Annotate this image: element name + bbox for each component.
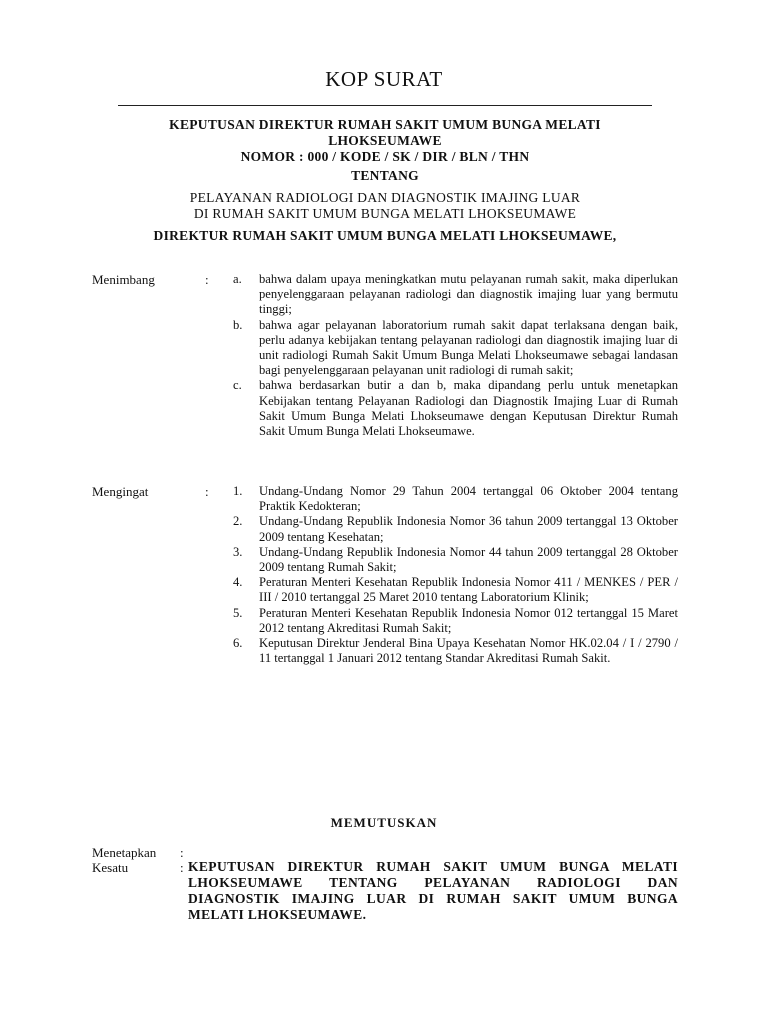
list-item <box>226 575 678 605</box>
list-item-text: bahwa dalam upaya meningkatkan mutu pelayanan rumah sakit, maka diperlukan penyelenggaraan pelayanan radiologi dan diagnostik imajing luar yang bermutu tinggi; <box>259 272 678 317</box>
menimbang-label: Menimbang <box>92 272 155 287</box>
list-item-text: Undang-Undang Nomor 29 Tahun 2004 tertanggal 06 Oktober 2004 tentang Praktik Kedokteran; <box>259 484 678 514</box>
list-item <box>226 318 678 379</box>
memutuskan-heading: MEMUTUSKAN <box>330 815 438 830</box>
list-item-text: Peraturan Menteri Kesehatan Republik Indonesia Nomor 411 / MENKES / PER / III / 2010 tertanggal 25 Maret 2010 tentang Laboratorium Klinik; <box>259 575 678 605</box>
kop-surat-title: KOP SURAT <box>325 67 443 91</box>
direktur-heading: DIREKTUR RUMAH SAKIT UMUM BUNGA MELATI LHOKSEUMAWE, <box>153 228 617 243</box>
list-marker: a. <box>233 272 242 286</box>
kesatu-label: Kesatu <box>92 860 129 875</box>
menimbang-list <box>226 272 678 439</box>
list-item <box>226 545 678 575</box>
menimbang-colon: : <box>205 272 209 287</box>
decree-title-line1: KEPUTUSAN DIREKTUR RUMAH SAKIT UMUM BUNGA MELATI <box>169 117 601 132</box>
decree-title-line2: LHOKSEUMAWE <box>328 133 442 148</box>
decree-subject-line2: DI RUMAH SAKIT UMUM BUNGA MELATI LHOKSEUMAWE <box>193 206 577 221</box>
list-marker: 3. <box>233 544 243 559</box>
list-item-text: Undang-Undang Republik Indonesia Nomor 44 tahun 2009 tertanggal 28 Oktober 2009 tentang Rumah Sakit; <box>259 544 678 575</box>
tentang-label: TENTANG <box>351 168 419 183</box>
list-item <box>226 378 678 439</box>
header-rule <box>118 105 652 106</box>
list-item <box>226 514 678 544</box>
list-marker: 4. <box>233 575 243 590</box>
mengingat-label: Mengingat <box>92 484 149 499</box>
list-item-text: Undang-Undang Republik Indonesia Nomor 36 tahun 2009 tertanggal 13 Oktober 2009 tentang Kesehatan; <box>259 514 678 544</box>
list-item-text: Keputusan Direktur Jenderal Bina Upaya Kesehatan Nomor HK.02.04 / I / 2790 / 11 tertanggal 1 Januari 2012 tentang Standar Akreditasi Rumah Sakit. <box>259 636 678 666</box>
kesatu-text: KEPUTUSAN DIREKTUR RUMAH SAKIT UMUM BUNGA MELATI LHOKSEUMAWE TENTANG PELAYANAN RADIOLOGI DAN DIAGNOSTIK IMAJING LUAR DI RUMAH SAKIT UMUM BUNGA MELATI LHOKSEUMAWE. <box>188 859 678 922</box>
list-marker: 5. <box>233 605 243 620</box>
list-item-text: bahwa agar pelayanan laboratorium rumah sakit dapat terlaksana dengan baik, perlu adanya kebijakan tentang pelayanan radiologi dan diagnostik imajing luar di unit radiologi Rumah Sakit Umum Bunga Melati Lhokseumawe sebagai landasan bagi penyelenggaraan pelayanan unit radiologi di rumah sakit; <box>259 317 678 378</box>
list-item <box>226 484 678 514</box>
mengingat-colon: : <box>205 484 209 499</box>
decree-subject-line1: PELAYANAN RADIOLOGI DAN DIAGNOSTIK IMAJING LUAR <box>189 190 581 205</box>
list-item <box>226 272 678 318</box>
list-item <box>226 606 678 636</box>
list-item <box>226 636 678 666</box>
list-marker: 2. <box>233 514 243 529</box>
list-marker: 1. <box>233 484 243 498</box>
list-item-text: Peraturan Menteri Kesehatan Republik Indonesia Nomor 012 tertanggal 15 Maret 2012 tentang Akreditasi Rumah Sakit; <box>259 605 678 635</box>
decree-number: NOMOR : 000 / KODE / SK / DIR / BLN / THN <box>240 149 530 164</box>
list-item-text: bahwa berdasarkan butir a dan b, maka dipandang perlu untuk menetapkan Kebijakan tentang Pelayanan Radiologi dan Diagnostik Imajing Luar di Rumah Sakit Umum Bunga Melati Lhokseumawe dengan Keputusan Direktur Rumah Sakit Umum Bunga Melati Lhokseumawe. <box>259 378 678 439</box>
list-marker: b. <box>233 317 243 332</box>
menetapkan-label: Menetapkan <box>92 845 157 860</box>
menetapkan-colon: : <box>180 845 184 860</box>
mengingat-list <box>226 484 678 666</box>
kesatu-colon: : <box>180 860 184 875</box>
list-marker: 6. <box>233 636 243 651</box>
list-marker: c. <box>233 378 242 393</box>
